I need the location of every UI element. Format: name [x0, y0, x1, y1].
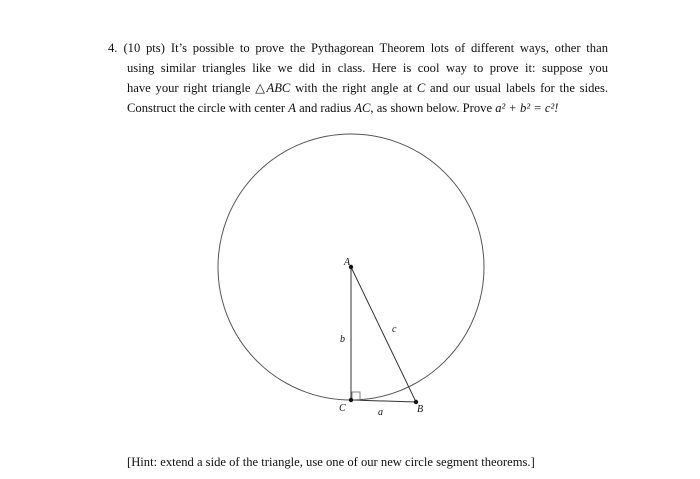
- problem-text-1: It’s possible to prove the Pythagorean Theorem lots of different ways, other than: [170, 41, 608, 55]
- label-vertex-a: A: [344, 257, 351, 268]
- label-vertex-b: B: [417, 404, 424, 415]
- right-angle-marker: [352, 392, 360, 400]
- label-side-a: a: [378, 407, 383, 418]
- point-c: [349, 398, 353, 402]
- side-a-cb: [351, 400, 416, 402]
- problem-text-4b: and radius: [295, 101, 355, 115]
- problem-text-3b: with the right angle at: [290, 81, 417, 95]
- triangle-abc: △ABC: [255, 81, 291, 95]
- problem-points: (10 pts): [123, 41, 165, 55]
- problem-text-3c: and our usual labels for the sides.: [425, 81, 609, 95]
- problem-text-4a: Construct the circle with center: [127, 101, 289, 115]
- problem-text-4c: , as shown below. Prove: [370, 101, 496, 115]
- vertex-c-ref: C: [416, 81, 426, 95]
- label-side-b: b: [340, 334, 345, 345]
- pythagorean-equation: a² + b² = c²!: [495, 101, 559, 115]
- problem-text-2: using similar triangles like we did in class. Here is cool way to prove it: suppose you: [127, 61, 608, 75]
- center-a-ref: A: [288, 101, 296, 115]
- side-c-ab: [351, 267, 416, 402]
- hint-text: [Hint: extend a side of the triangle, use one of our new circle segment theorems.]: [127, 455, 535, 469]
- problem-number: 4.: [108, 41, 118, 55]
- label-side-c: c: [392, 324, 397, 335]
- radius-ac-ref: AC: [354, 101, 371, 115]
- problem-text-3a: have your right triangle: [127, 81, 256, 95]
- label-vertex-c: C: [339, 403, 346, 414]
